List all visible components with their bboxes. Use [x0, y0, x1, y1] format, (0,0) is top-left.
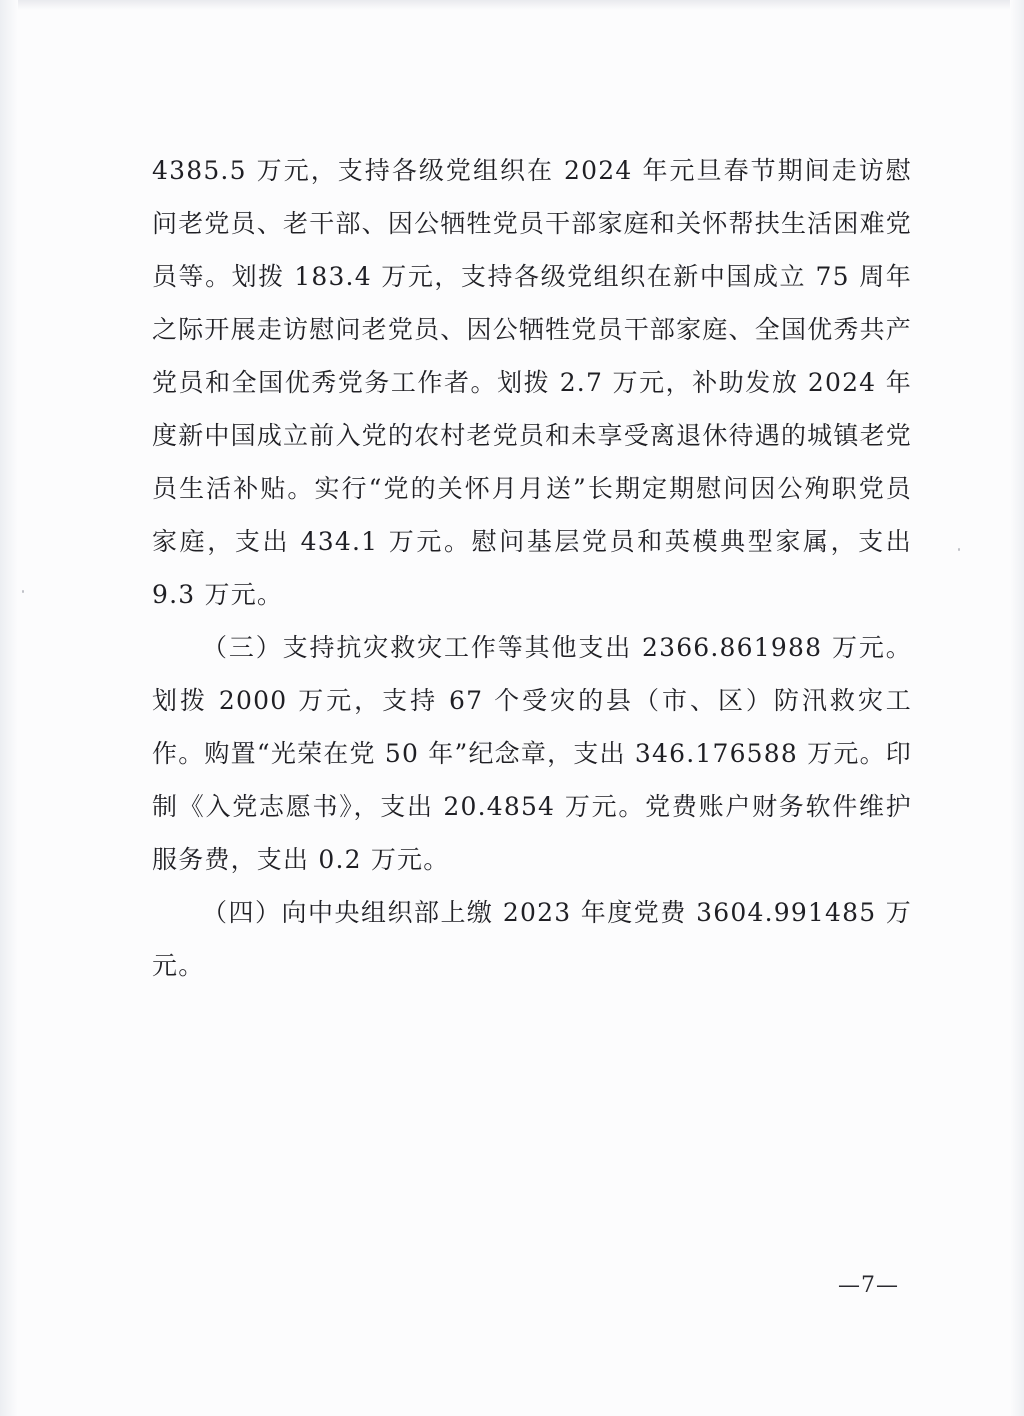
- scan-edge-right: [1010, 0, 1024, 1416]
- scan-edge-left: [0, 0, 18, 1416]
- page-number: —7—: [838, 1273, 899, 1298]
- paragraph-section-three: （三）支持抗灾救灾工作等其他支出 2366.861988 万元。划拨 2000 万元，支持 67 个受灾的县（市、区）防汛救灾工作。购置“光荣在党 50 年”纪念章，支出 346.176588 万元。印制《入党志愿书》，支出 20.4854 万元。党费账户财务软件维护服务费，支出 0.2 万元。: [152, 633, 912, 874]
- scan-speck: [22, 590, 24, 593]
- document-body: [152, 144, 912, 992]
- paragraph-continuation: 4385.5 万元，支持各级党组织在 2024 年元旦春节期间走访慰问老党员、老干部、因公牺牲党员干部家庭和关怀帮扶生活困难党员等。划拨 183.4 万元，支持各级党组织在新中国成立 75 周年之际开展走访慰问老党员、因公牺牲党员干部家庭、全国优秀共产党员和全国优秀党务工作者。划拨 2.7 万元，补助发放 2024 年度新中国成立前入党的农村老党员和未享受离退休待遇的城镇老党员生活补贴。实行“党的关怀月月送”长期定期慰问因公殉职党员家庭，支出 434.1 万元。慰问基层党员和英模典型家属，支出 9.3 万元。: [152, 156, 912, 609]
- scan-speck: [958, 548, 960, 551]
- scan-edge-top: [0, 0, 1024, 10]
- paragraph-section-four: （四）向中央组织部上缴 2023 年度党费 3604.991485 万元。: [152, 898, 912, 980]
